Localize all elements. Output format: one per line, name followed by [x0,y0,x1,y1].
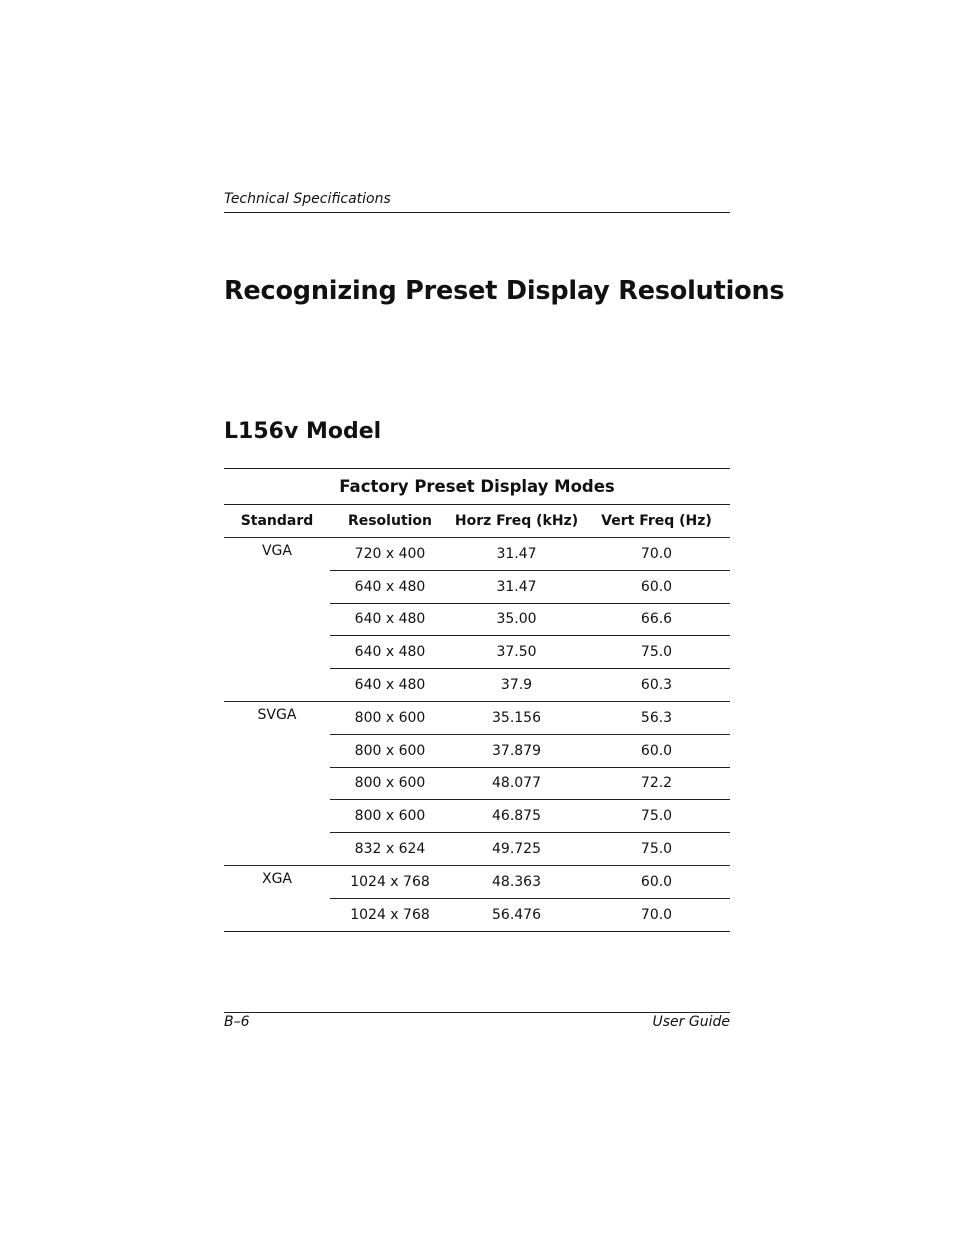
section-title: L156v Model [224,419,382,444]
cell-vert-freq: 66.6 [583,603,730,636]
table-row [224,865,730,898]
cell-standard: SVGA [224,701,330,865]
cell-standard: VGA [224,538,330,702]
cell-resolution: 832 x 624 [330,833,450,866]
cell-resolution: 1024 x 768 [330,865,450,898]
cell-vert-freq: 70.0 [583,898,730,931]
cell-vert-freq: 75.0 [583,800,730,833]
cell-horz-freq: 56.476 [450,898,583,931]
footer-rule [224,1012,730,1013]
cell-resolution: 1024 x 768 [330,898,450,931]
cell-resolution: 800 x 600 [330,800,450,833]
table-row [224,538,730,571]
running-header: Technical Specifications [224,191,391,207]
cell-horz-freq: 49.725 [450,833,583,866]
cell-horz-freq: 31.47 [450,538,583,571]
column-header-resolution: Resolution [330,505,450,538]
display-modes-table-container [224,468,730,932]
cell-vert-freq: 60.0 [583,865,730,898]
cell-resolution: 800 x 600 [330,734,450,767]
table-row [224,701,730,734]
cell-vert-freq: 60.0 [583,570,730,603]
cell-resolution: 720 x 400 [330,538,450,571]
table-caption-row [224,469,730,505]
column-header-horz-freq: Horz Freq (kHz) [450,505,583,538]
cell-vert-freq: 60.3 [583,669,730,702]
cell-vert-freq: 72.2 [583,767,730,800]
cell-resolution: 640 x 480 [330,603,450,636]
document-name: User Guide [652,1014,730,1030]
cell-vert-freq: 70.0 [583,538,730,571]
cell-horz-freq: 37.879 [450,734,583,767]
cell-horz-freq: 37.50 [450,636,583,669]
table-header-row [224,505,730,538]
cell-resolution: 800 x 600 [330,701,450,734]
cell-horz-freq: 37.9 [450,669,583,702]
table-caption: Factory Preset Display Modes [224,469,730,505]
cell-standard: XGA [224,865,330,931]
column-header-vert-freq: Vert Freq (Hz) [583,505,730,538]
cell-resolution: 640 x 480 [330,636,450,669]
cell-horz-freq: 31.47 [450,570,583,603]
page-number: B–6 [224,1014,250,1030]
column-header-standard: Standard [224,505,330,538]
header-rule [224,212,730,213]
cell-horz-freq: 35.156 [450,701,583,734]
table-body [224,538,730,932]
cell-vert-freq: 60.0 [583,734,730,767]
cell-vert-freq: 75.0 [583,636,730,669]
page-title: Recognizing Preset Display Resolutions [224,276,785,306]
cell-horz-freq: 48.363 [450,865,583,898]
cell-horz-freq: 35.00 [450,603,583,636]
cell-horz-freq: 46.875 [450,800,583,833]
cell-vert-freq: 56.3 [583,701,730,734]
cell-resolution: 800 x 600 [330,767,450,800]
cell-resolution: 640 x 480 [330,669,450,702]
cell-vert-freq: 75.0 [583,833,730,866]
display-modes-table [224,468,730,932]
cell-resolution: 640 x 480 [330,570,450,603]
cell-horz-freq: 48.077 [450,767,583,800]
